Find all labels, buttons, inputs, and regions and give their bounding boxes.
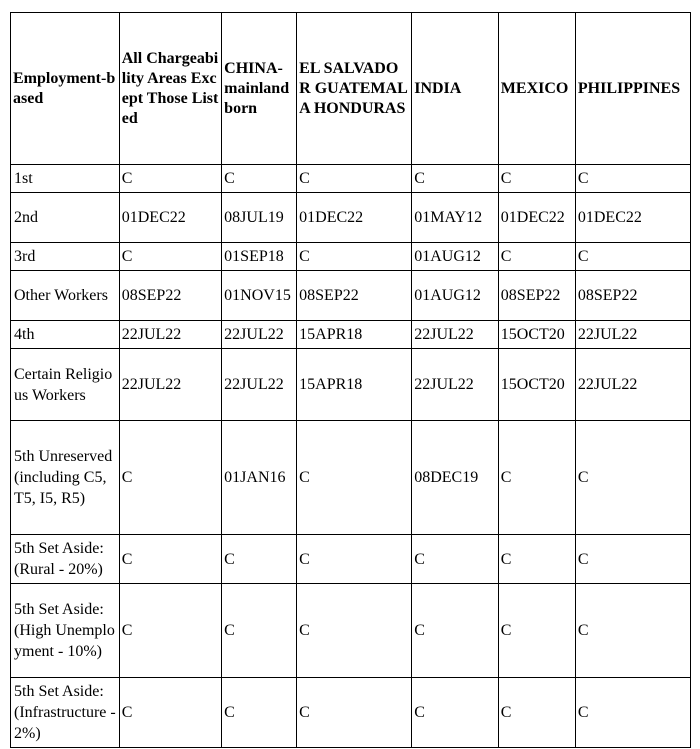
cell-india: 22JUL22 (412, 349, 499, 421)
cell-all: C (119, 535, 221, 584)
cell-philippines: C (575, 535, 690, 584)
cell-philippines: C (575, 165, 690, 193)
table-row (11, 193, 691, 243)
row-label: 5th Set Aside: (High Unemployment - 10%) (11, 584, 120, 678)
header-mexico: MEXICO (498, 13, 575, 165)
cell-china: C (222, 678, 297, 748)
cell-china: 01SEP18 (222, 243, 297, 271)
table-row (11, 243, 691, 271)
row-label: 5th Set Aside: (Infrastructure - 2%) (11, 678, 120, 748)
table-row (11, 349, 691, 421)
cell-philippines: 01DEC22 (575, 193, 690, 243)
cell-el-salvador: 01DEC22 (297, 193, 412, 243)
cell-india: C (412, 584, 499, 678)
cell-philippines: 22JUL22 (575, 321, 690, 349)
visa-bulletin-table (10, 12, 691, 748)
cell-all: C (119, 165, 221, 193)
cell-india: 01MAY12 (412, 193, 499, 243)
cell-india: 01AUG12 (412, 243, 499, 271)
row-label: 1st (11, 165, 120, 193)
header-row (11, 13, 691, 165)
cell-india: C (412, 678, 499, 748)
cell-india: C (412, 535, 499, 584)
header-el-salvador: EL SALVADOR GUATEMALA HONDURAS (297, 13, 412, 165)
cell-china: 22JUL22 (222, 349, 297, 421)
row-label: 5th Set Aside: (Rural - 20%) (11, 535, 120, 584)
cell-philippines: C (575, 584, 690, 678)
cell-india: 01AUG12 (412, 271, 499, 321)
cell-all: C (119, 243, 221, 271)
cell-all: 01DEC22 (119, 193, 221, 243)
table-row (11, 421, 691, 535)
cell-el-salvador: C (297, 678, 412, 748)
table-row (11, 535, 691, 584)
cell-el-salvador: 08SEP22 (297, 271, 412, 321)
header-china: CHINA-mainland born (222, 13, 297, 165)
cell-mexico: 01DEC22 (498, 193, 575, 243)
cell-mexico: C (498, 421, 575, 535)
cell-mexico: C (498, 535, 575, 584)
cell-el-salvador: C (297, 535, 412, 584)
cell-philippines: C (575, 421, 690, 535)
header-philippines: PHILIPPINES (575, 13, 690, 165)
cell-mexico: 15OCT20 (498, 321, 575, 349)
table-row (11, 271, 691, 321)
cell-el-salvador: C (297, 243, 412, 271)
row-label: 4th (11, 321, 120, 349)
table-row (11, 321, 691, 349)
cell-philippines: C (575, 243, 690, 271)
cell-india: 22JUL22 (412, 321, 499, 349)
cell-mexico: C (498, 678, 575, 748)
cell-all: C (119, 421, 221, 535)
cell-india: 08DEC19 (412, 421, 499, 535)
cell-mexico: C (498, 584, 575, 678)
cell-china: 01JAN16 (222, 421, 297, 535)
cell-all: 08SEP22 (119, 271, 221, 321)
row-label: 2nd (11, 193, 120, 243)
cell-all: 22JUL22 (119, 349, 221, 421)
table-row (11, 584, 691, 678)
header-india: INDIA (412, 13, 499, 165)
cell-china: 01NOV15 (222, 271, 297, 321)
cell-all: 22JUL22 (119, 321, 221, 349)
cell-philippines: C (575, 678, 690, 748)
header-all-chargeability: All Chargeability Areas Except Those Listed (119, 13, 221, 165)
cell-el-salvador: C (297, 165, 412, 193)
cell-el-salvador: C (297, 584, 412, 678)
cell-el-salvador: C (297, 421, 412, 535)
cell-mexico: 15OCT20 (498, 349, 575, 421)
cell-china: 22JUL22 (222, 321, 297, 349)
cell-philippines: 08SEP22 (575, 271, 690, 321)
cell-mexico: 08SEP22 (498, 271, 575, 321)
cell-china: C (222, 165, 297, 193)
cell-el-salvador: 15APR18 (297, 349, 412, 421)
cell-philippines: 22JUL22 (575, 349, 690, 421)
cell-all: C (119, 678, 221, 748)
header-employment-based: Employment-based (11, 13, 120, 165)
row-label: Certain Religious Workers (11, 349, 120, 421)
table-row (11, 165, 691, 193)
cell-mexico: C (498, 243, 575, 271)
cell-el-salvador: 15APR18 (297, 321, 412, 349)
cell-china: C (222, 535, 297, 584)
row-label: Other Workers (11, 271, 120, 321)
table-row (11, 678, 691, 748)
row-label: 5th Unreserved (including C5, T5, I5, R5) (11, 421, 120, 535)
cell-mexico: C (498, 165, 575, 193)
cell-india: C (412, 165, 499, 193)
cell-china: 08JUL19 (222, 193, 297, 243)
cell-all: C (119, 584, 221, 678)
row-label: 3rd (11, 243, 120, 271)
cell-china: C (222, 584, 297, 678)
